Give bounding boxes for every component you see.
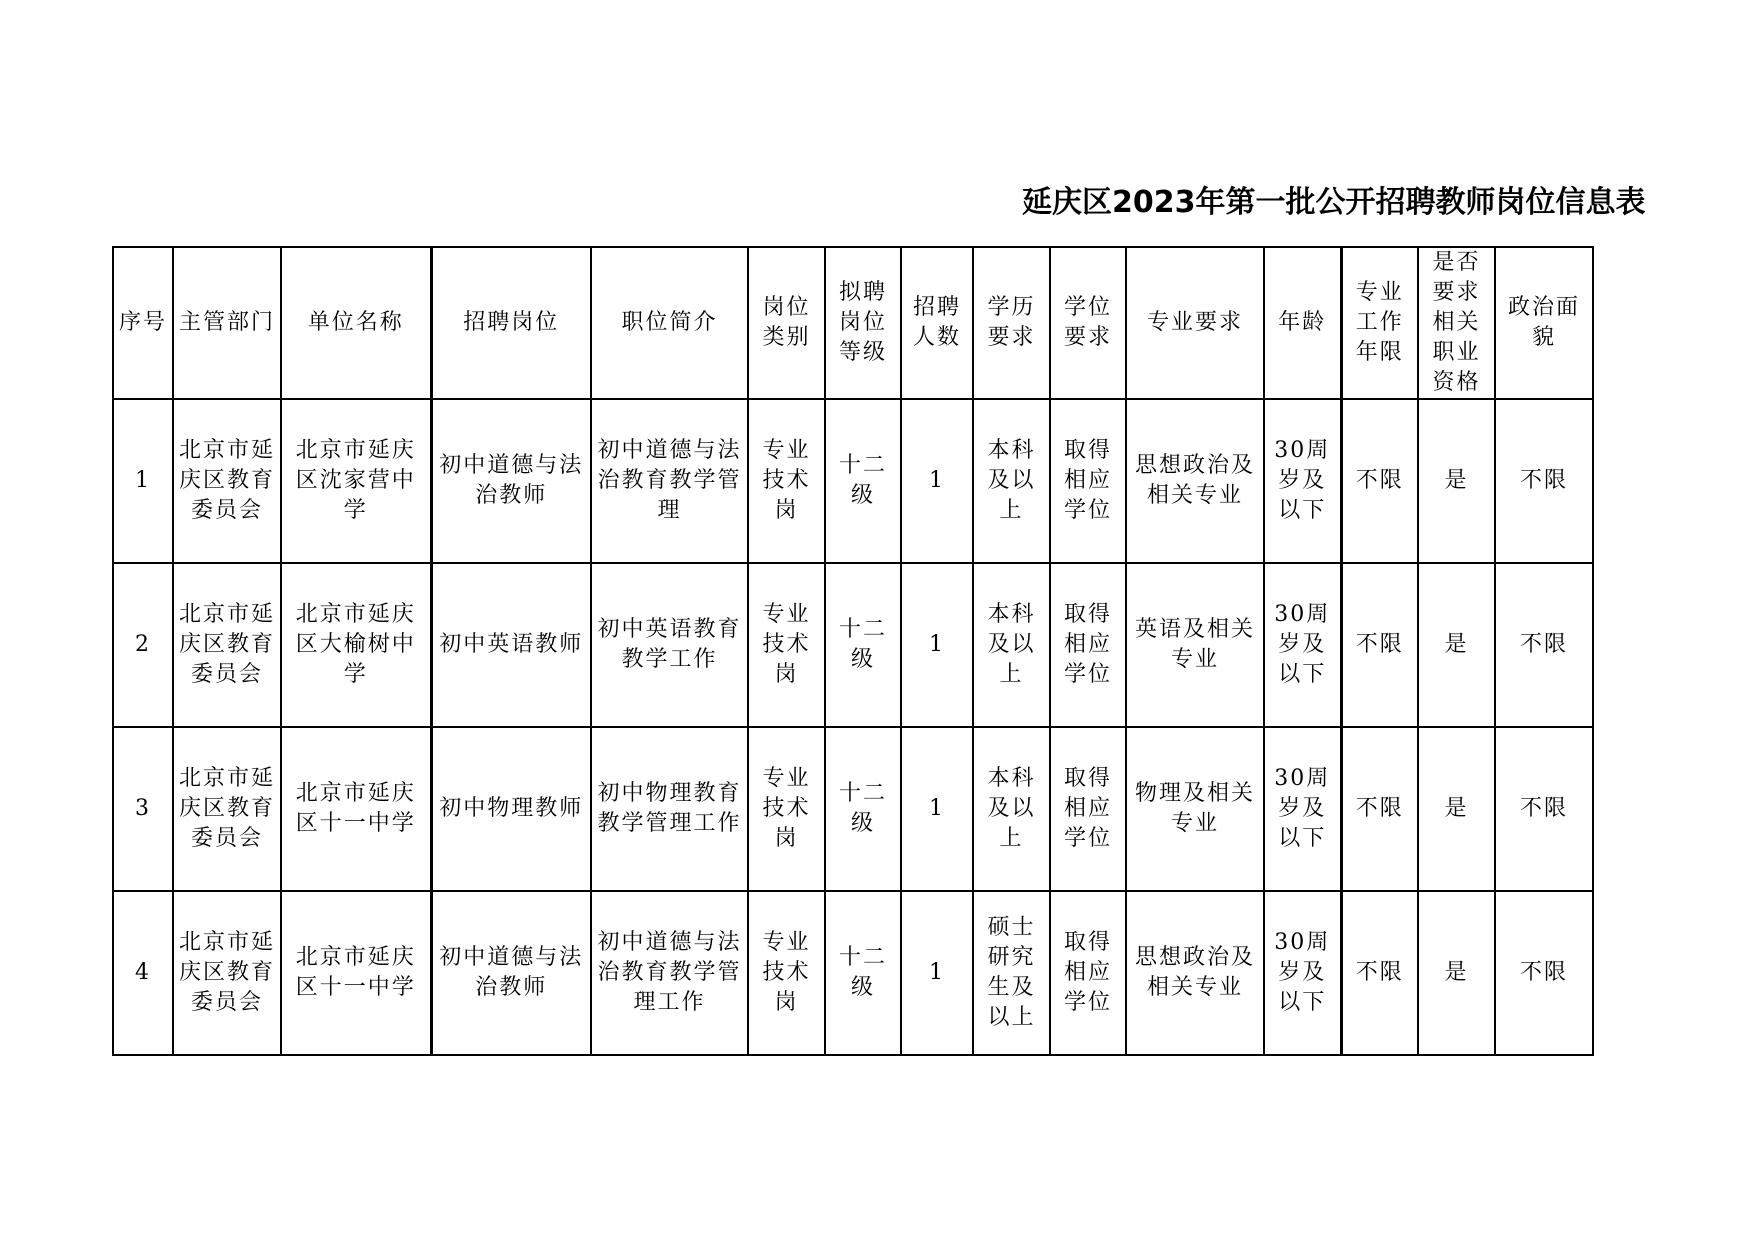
cell-political: 不限 [1495,727,1593,891]
cell-qualification: 是 [1418,563,1495,727]
cell-age: 30周岁及以下 [1264,891,1341,1055]
cell-qualification: 是 [1418,399,1495,563]
page-title: 延庆区2023年第一批公开招聘教师岗位信息表 [1022,185,1646,220]
cell-major: 思想政治及相关专业 [1126,891,1264,1055]
cell-intro: 初中道德与法治教育教学管理工作 [591,891,748,1055]
cell-work-years: 不限 [1341,727,1418,891]
cell-category: 专业技术岗 [748,891,825,1055]
header-intro: 职位简介 [591,247,748,399]
header-degree: 学位要求 [1050,247,1126,399]
header-post: 招聘岗位 [431,247,591,399]
cell-category: 专业技术岗 [748,563,825,727]
table-viewport [112,246,1580,1046]
cell-dept: 北京市延庆区教育委员会 [173,399,281,563]
cell-seq: 3 [113,727,173,891]
cell-unit: 北京市延庆区十一中学 [281,891,431,1055]
cell-major: 思想政治及相关专业 [1126,399,1264,563]
cell-level: 十二级 [825,399,901,563]
cell-political: 不限 [1495,891,1593,1055]
cell-count: 1 [901,563,973,727]
cell-political: 不限 [1495,563,1593,727]
cell-unit: 北京市延庆区大榆树中学 [281,563,431,727]
cell-post: 初中道德与法治教师 [431,891,591,1055]
cell-education: 本科及以上 [973,399,1050,563]
header-work-years: 专业工作年限 [1341,247,1418,399]
header-political: 政治面貌 [1495,247,1593,399]
cell-dept: 北京市延庆区教育委员会 [173,563,281,727]
cell-degree: 取得相应学位 [1050,891,1126,1055]
recruitment-table [112,246,1594,1056]
table-row [113,727,1593,891]
cell-intro: 初中英语教育教学工作 [591,563,748,727]
cell-level: 十二级 [825,727,901,891]
cell-unit: 北京市延庆区十一中学 [281,727,431,891]
cell-age: 30周岁及以下 [1264,399,1341,563]
header-dept: 主管部门 [173,247,281,399]
header-age: 年龄 [1264,247,1341,399]
table-header [113,247,1593,399]
cell-count: 1 [901,727,973,891]
cell-seq: 1 [113,399,173,563]
cell-degree: 取得相应学位 [1050,727,1126,891]
cell-intro: 初中道德与法治教育教学管理 [591,399,748,563]
cell-education: 本科及以上 [973,563,1050,727]
table-body [113,399,1593,1055]
cell-category: 专业技术岗 [748,727,825,891]
cell-post: 初中道德与法治教师 [431,399,591,563]
cell-qualification: 是 [1418,727,1495,891]
cell-dept: 北京市延庆区教育委员会 [173,727,281,891]
header-education: 学历要求 [973,247,1050,399]
header-qualification: 是否要求相关职业资格 [1418,247,1495,399]
cell-post: 初中物理教师 [431,727,591,891]
cell-degree: 取得相应学位 [1050,399,1126,563]
cell-major: 物理及相关专业 [1126,727,1264,891]
header-count: 招聘人数 [901,247,973,399]
cell-work-years: 不限 [1341,891,1418,1055]
cell-unit: 北京市延庆区沈家营中学 [281,399,431,563]
cell-post: 初中英语教师 [431,563,591,727]
table-row [113,563,1593,727]
cell-level: 十二级 [825,563,901,727]
cell-dept: 北京市延庆区教育委员会 [173,891,281,1055]
cell-degree: 取得相应学位 [1050,563,1126,727]
header-major: 专业要求 [1126,247,1264,399]
header-category: 岗位类别 [748,247,825,399]
cell-category: 专业技术岗 [748,399,825,563]
cell-work-years: 不限 [1341,563,1418,727]
cell-age: 30周岁及以下 [1264,727,1341,891]
table-row [113,891,1593,1055]
cell-political: 不限 [1495,399,1593,563]
cell-major: 英语及相关专业 [1126,563,1264,727]
cell-count: 1 [901,891,973,1055]
cell-education: 本科及以上 [973,727,1050,891]
header-level: 拟聘岗位等级 [825,247,901,399]
header-row [113,247,1593,399]
cell-qualification: 是 [1418,891,1495,1055]
table-row [113,399,1593,563]
header-seq: 序号 [113,247,173,399]
cell-count: 1 [901,399,973,563]
cell-work-years: 不限 [1341,399,1418,563]
header-unit: 单位名称 [281,247,431,399]
cell-intro: 初中物理教育教学管理工作 [591,727,748,891]
cell-education: 硕士研究生及以上 [973,891,1050,1055]
cell-seq: 4 [113,891,173,1055]
cell-age: 30周岁及以下 [1264,563,1341,727]
cell-seq: 2 [113,563,173,727]
cell-level: 十二级 [825,891,901,1055]
